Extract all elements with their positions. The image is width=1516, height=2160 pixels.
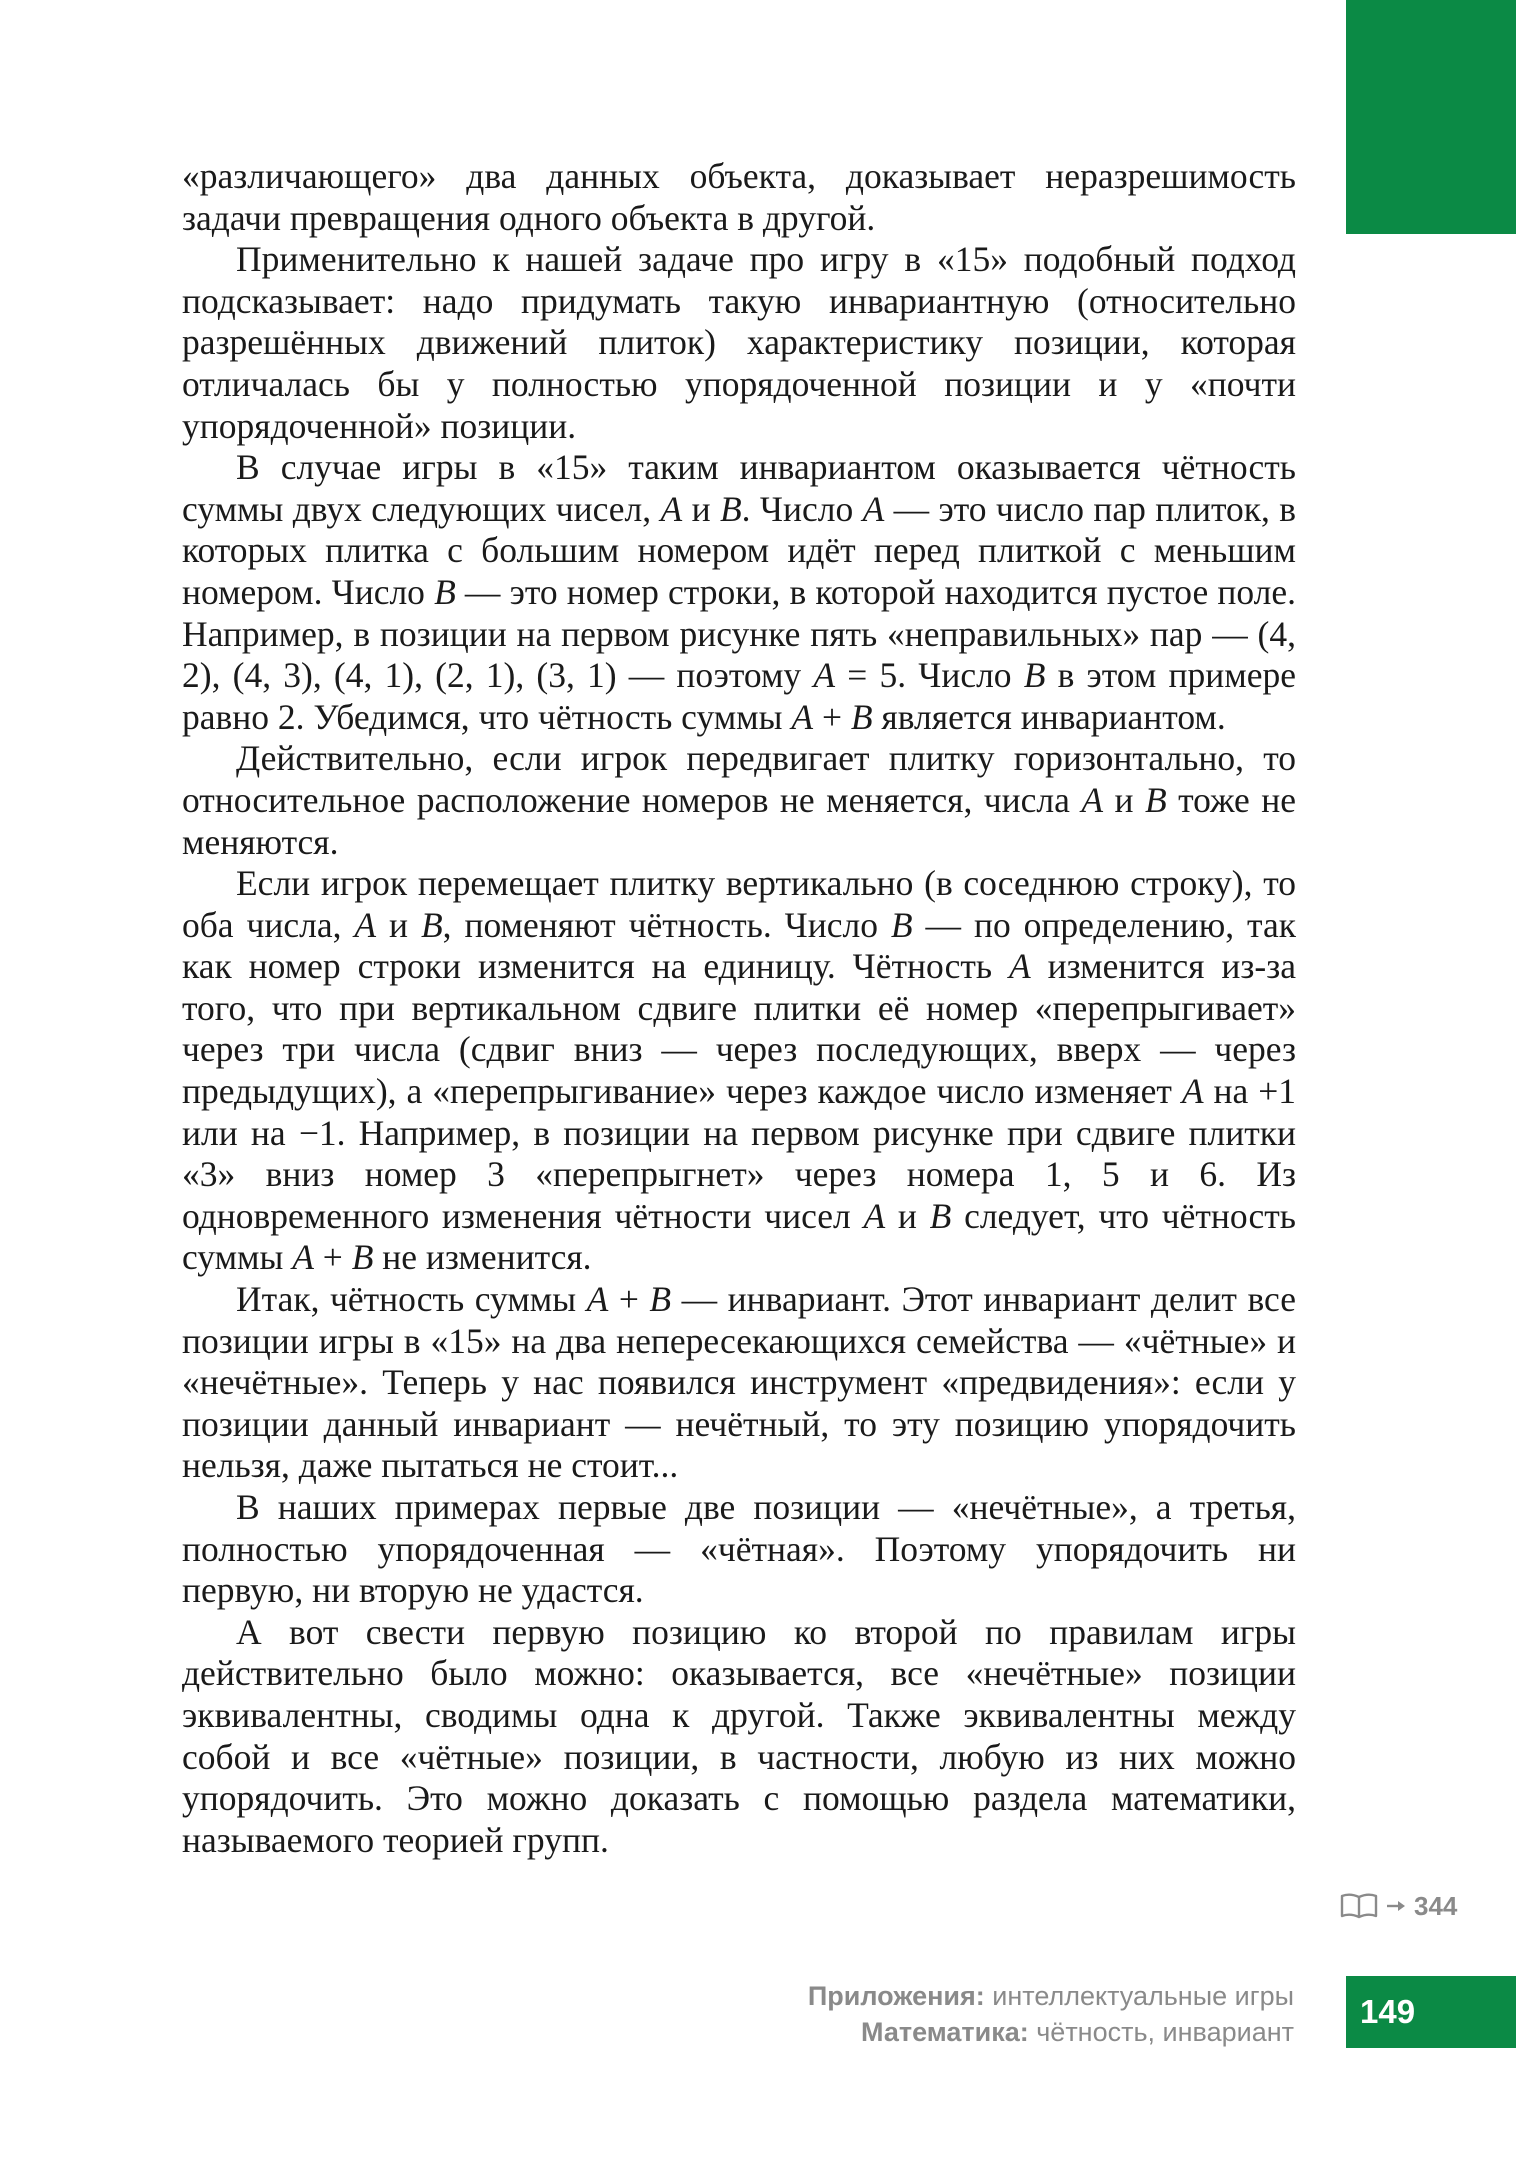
text-run: Итак, чётность суммы xyxy=(236,1279,587,1320)
footer-line-1 xyxy=(808,1978,1294,2014)
text-run: и xyxy=(885,1195,930,1236)
paragraph-3 xyxy=(182,447,1296,738)
variable: A xyxy=(1081,779,1104,820)
variable: A xyxy=(586,1279,609,1320)
footer-section-text: интеллектуальные игры xyxy=(984,1981,1294,2011)
text-run: и xyxy=(376,904,421,945)
paragraph-6 xyxy=(182,1279,1296,1487)
variable: B xyxy=(1144,779,1167,820)
variable: A xyxy=(813,655,836,696)
variable: B xyxy=(351,1237,374,1278)
text-run: , поменяют чётность. Число xyxy=(442,904,891,945)
footer-subject-label: Математика: xyxy=(861,2017,1029,2047)
text-run: Если игрок перемещает плитку вертикально (в соседнюю строку), то оба числа, xyxy=(182,863,1296,945)
variable: A xyxy=(863,1195,886,1236)
text-run: и xyxy=(1103,779,1145,820)
text-run: + xyxy=(313,1237,352,1278)
paragraph-2: Применительно к нашей задаче про игру в «15» подобный подход подсказывает: надо придумать такую инвариантную (относительно разрешённых движений плиток) характеристику позиции, которая отличалась бы у полностью упорядоченной позиции и у «почти упорядоченной» позиции. xyxy=(182,239,1296,446)
paragraph-1: «различающего» два данных объекта, доказывает неразрешимость задачи превращения одного объекта в другой. xyxy=(182,156,1296,238)
variable: A xyxy=(862,488,885,529)
text-run: — это номер строки, в которой находится пустое поле. Например, в позиции на первом рисунке пять «неправильных» пар — (4, 2), (4, 3), (4, 1), (2, 1), (3, 1) — поэтому xyxy=(182,571,1296,696)
variable: A xyxy=(292,1237,314,1278)
text-run: тоже не меняются. xyxy=(182,779,1297,862)
text-run: — по определению, так как номер строки изменится на единицу. Чётность xyxy=(182,904,1297,987)
text-run: является инвариантом. xyxy=(872,696,1226,737)
text-run: — инвариант. Этот инвариант делит все позиции игры в «15» на два непересекающихся семейства — «чётные» и «нечётные». Теперь у нас появился инструмент «предвидения»: если у позиции данный инвариант — нечётный, то эту позицию упорядочить нельзя, даже пытаться не стоит... xyxy=(182,1279,1296,1486)
book-icon xyxy=(1340,1893,1378,1919)
text-run: — это число пар плиток, в которых плитка с большим номером идёт перед плиткой с меньшим номером. Число xyxy=(182,488,1297,612)
text-run: в этом примере равно 2. Убедимся, что чётность суммы xyxy=(182,655,1297,737)
paragraph-8: А вот свести первую позицию ко второй по правилам игры действительно было можно: оказывается, все «нечётные» позиции эквивалентны, сводимы одна к другой. Также эквивалентны между собой и все «чётные» позиции, в частности, любую из них можно упорядочить. Это можно доказать с помощью раздела математики, называемого теорией групп. xyxy=(182,1611,1296,1860)
body-text xyxy=(182,156,1296,1861)
variable: B xyxy=(929,1195,952,1236)
text-run: В случае игры в «15» таким инвариантом оказывается чётность суммы двух следующих чисел, xyxy=(182,447,1296,529)
page-number: 149 xyxy=(1346,1976,1516,2048)
variable: B xyxy=(434,571,456,612)
variable: B xyxy=(850,696,873,737)
variable: A xyxy=(354,904,377,945)
text-run: следует, что чётность суммы xyxy=(182,1195,1296,1278)
footer-subject-text: чётность, инвариант xyxy=(1028,2017,1294,2047)
text-run: + xyxy=(813,696,851,737)
variable: A xyxy=(660,488,683,529)
paragraph-4 xyxy=(182,738,1296,863)
text-run: = 5. Число xyxy=(835,655,1024,696)
footer-section-label: Приложения: xyxy=(807,1981,985,2011)
variable: A xyxy=(1181,1071,1204,1112)
variable: B xyxy=(420,904,443,945)
text-run: . Число xyxy=(741,488,863,529)
variable: A xyxy=(791,696,814,737)
text-run: и xyxy=(682,488,720,529)
variable: B xyxy=(649,1279,672,1320)
text-run: не изменится. xyxy=(373,1237,592,1278)
text-run: на +1 или на −1. Например, в позиции на первом рисунке при сдвиге плитки «3» вниз номер 3 «перепрыгнет» через номера 1, 5 и 6. Из одновременного изменения чётности чисел xyxy=(182,1071,1296,1236)
paragraph-7: В наших примерах первые две позиции — «нечётные», а третья, полностью упорядоченная — «чётная». Поэтому упорядочить ни первую, ни вторую не удастся. xyxy=(182,1487,1296,1611)
variable: B xyxy=(1023,655,1046,696)
text-run: изменится из-за того, что при вертикальном сдвиге плитки её номер «перепрыгивает» через три числа (сдвиг вниз — через последующих, вверх — через предыдущих), а «перепрыгивание» через каждое число изменяет xyxy=(182,946,1296,1112)
chapter-tab xyxy=(1346,0,1516,234)
running-footer xyxy=(808,1978,1294,2050)
cross-reference[interactable] xyxy=(1340,1886,1457,1926)
arrow-right-icon xyxy=(1386,1899,1406,1913)
variable: B xyxy=(719,488,742,529)
variable: A xyxy=(1009,946,1031,987)
text-run: + xyxy=(608,1279,650,1320)
variable: B xyxy=(890,904,913,945)
paragraph-5 xyxy=(182,863,1296,1279)
text-run: Действительно, если игрок передвигает плитку горизонтально, то относительное расположение номеров не меняется, числа xyxy=(182,738,1296,820)
reference-page: 344 xyxy=(1414,1890,1458,1921)
footer-line-2 xyxy=(808,2014,1294,2050)
